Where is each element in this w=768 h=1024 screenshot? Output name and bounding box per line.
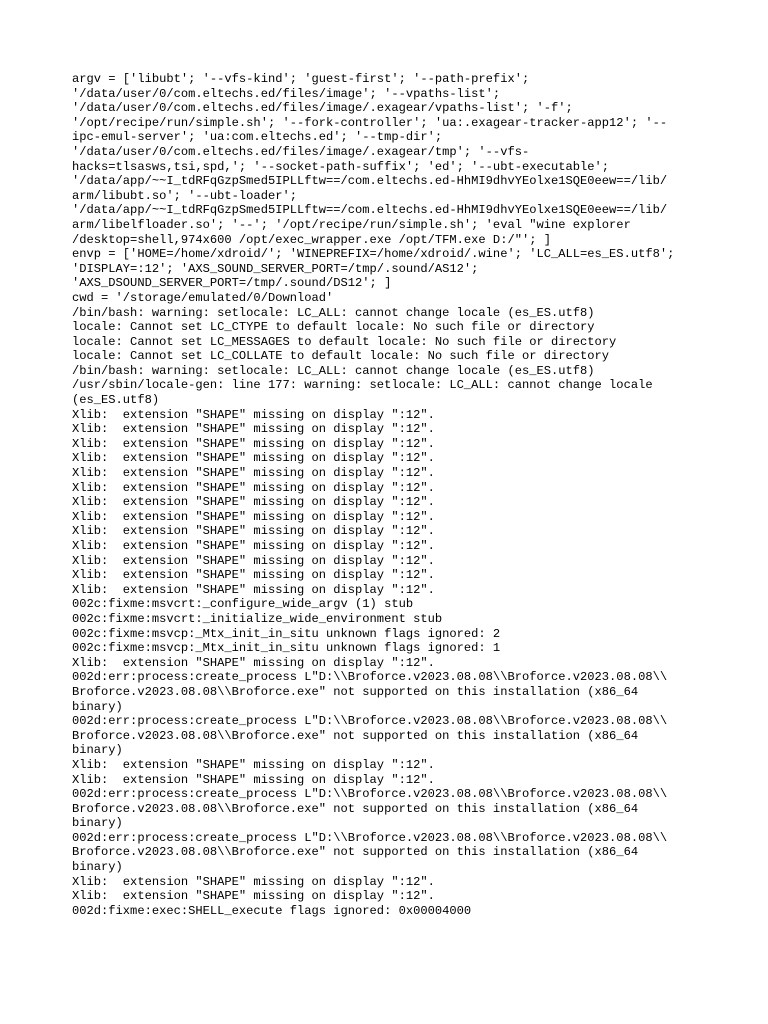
log-line: 002c:fixme:msvcrt:_configure_wide_argv (1) stub: [72, 597, 414, 612]
log-document: [72, 72, 698, 918]
log-line: Xlib: extension "SHAPE" missing on display ":12".: [72, 553, 435, 568]
log-line: argv = ['libubt'; '--vfs-kind'; 'guest-first'; '--path-prefix';: [72, 72, 530, 86]
log-line: 002c:fixme:msvcp:_Mtx_init_in_situ unknown flags ignored: 2: [72, 626, 501, 641]
log-line: ipc-emul-server'; 'ua:com.eltechs.ed'; '--tmp-dir';: [72, 130, 443, 145]
log-line: Xlib: extension "SHAPE" missing on display ":12".: [72, 495, 435, 510]
log-line: Broforce.v2023.08.08\\Broforce.exe" not supported on this installation (x86_64: [72, 845, 639, 860]
log-line: 002d:err:process:create_process L"D:\\Broforce.v2023.08.08\\Broforce.v2023.08.08\\: [72, 714, 668, 729]
log-line: locale: Cannot set LC_CTYPE to default locale: No such file or directory: [72, 320, 595, 335]
log-line: /desktop=shell,974x600 /opt/exec_wrapper.exe /opt/TFM.exe D:/"'; ]: [72, 232, 551, 247]
log-line: 002d:fixme:exec:SHELL_execute flags ignored: 0x00004000: [72, 903, 472, 918]
log-line: '/data/app/~~I_tdRFqGzpSmed5IPLLftw==/com.eltechs.ed-HhMI9dhvYEolxe1SQE0eew==/lib/: [72, 174, 668, 189]
log-line: Broforce.v2023.08.08\\Broforce.exe" not supported on this installation (x86_64: [72, 728, 639, 743]
log-line: locale: Cannot set LC_MESSAGES to default locale: No such file or directory: [72, 334, 617, 349]
log-line: 'AXS_DSOUND_SERVER_PORT=/tmp/.sound/DS12'; ]: [72, 276, 392, 291]
log-line: binary): [72, 860, 123, 875]
log-line: 002d:err:process:create_process L"D:\\Broforce.v2023.08.08\\Broforce.v2023.08.08\\: [72, 830, 668, 845]
log-line: '/data/app/~~I_tdRFqGzpSmed5IPLLftw==/com.eltechs.ed-HhMI9dhvYEolxe1SQE0eew==/lib/: [72, 203, 668, 218]
log-line: '/data/user/0/com.eltechs.ed/files/image/.exagear/vpaths-list'; '-f';: [72, 101, 573, 116]
log-line: Xlib: extension "SHAPE" missing on display ":12".: [72, 757, 435, 772]
log-line: Xlib: extension "SHAPE" missing on display ":12".: [72, 772, 435, 787]
log-line: Xlib: extension "SHAPE" missing on display ":12".: [72, 466, 435, 481]
log-line: 002d:err:process:create_process L"D:\\Broforce.v2023.08.08\\Broforce.v2023.08.08\\: [72, 787, 668, 802]
log-line: 002d:err:process:create_process L"D:\\Broforce.v2023.08.08\\Broforce.v2023.08.08\\: [72, 670, 668, 685]
log-line: /bin/bash: warning: setlocale: LC_ALL: cannot change locale (es_ES.utf8): [72, 363, 595, 378]
log-line: Xlib: extension "SHAPE" missing on display ":12".: [72, 889, 435, 904]
log-line: (es_ES.utf8): [72, 393, 160, 408]
log-line: arm/libelfloader.so'; '--'; '/opt/recipe/run/simple.sh'; 'eval "wine explorer: [72, 217, 631, 232]
log-line: Broforce.v2023.08.08\\Broforce.exe" not supported on this installation (x86_64: [72, 801, 639, 816]
log-line: /bin/bash: warning: setlocale: LC_ALL: cannot change locale (es_ES.utf8): [72, 305, 595, 320]
log-line: Xlib: extension "SHAPE" missing on display ":12".: [72, 568, 435, 583]
log-line: Xlib: extension "SHAPE" missing on display ":12".: [72, 524, 435, 539]
log-line: '/data/user/0/com.eltechs.ed/files/image/.exagear/tmp'; '--vfs-: [72, 144, 530, 159]
log-line: 002c:fixme:msvcp:_Mtx_init_in_situ unknown flags ignored: 1: [72, 641, 501, 656]
log-line: 002c:fixme:msvcrt:_initialize_wide_environment stub: [72, 611, 443, 626]
log-line: /usr/sbin/locale-gen: line 177: warning: setlocale: LC_ALL: cannot change locale: [72, 378, 653, 393]
log-line: Xlib: extension "SHAPE" missing on display ":12".: [72, 407, 435, 422]
log-line: '/data/user/0/com.eltechs.ed/files/image'; '--vpaths-list';: [72, 86, 501, 101]
log-line: Broforce.v2023.08.08\\Broforce.exe" not supported on this installation (x86_64: [72, 684, 639, 699]
log-line: '/opt/recipe/run/simple.sh'; '--fork-controller'; 'ua:.exagear-tracker-app12'; '--: [72, 115, 668, 130]
log-line: Xlib: extension "SHAPE" missing on display ":12".: [72, 509, 435, 524]
log-line: Xlib: extension "SHAPE" missing on display ":12".: [72, 436, 435, 451]
log-line: Xlib: extension "SHAPE" missing on display ":12".: [72, 582, 435, 597]
log-line: cwd = '/storage/emulated/0/Download': [72, 290, 334, 305]
log-line: Xlib: extension "SHAPE" missing on display ":12".: [72, 451, 435, 466]
log-line: envp = ['HOME=/home/xdroid/'; 'WINEPREFIX=/home/xdroid/.wine'; 'LC_ALL=es_ES.utf8';: [72, 247, 675, 262]
log-line: Xlib: extension "SHAPE" missing on display ":12".: [72, 874, 435, 889]
log-line: Xlib: extension "SHAPE" missing on display ":12".: [72, 539, 435, 553]
log-line: hacks=tlsasws,tsi,spd,'; '--socket-path-suffix'; 'ed'; '--ubt-executable';: [72, 159, 610, 174]
log-line: Xlib: extension "SHAPE" missing on display ":12".: [72, 655, 435, 670]
log-line: Xlib: extension "SHAPE" missing on display ":12".: [72, 422, 435, 437]
log-line: arm/libubt.so'; '--ubt-loader';: [72, 188, 297, 203]
log-line: binary): [72, 699, 123, 714]
log-line: binary): [72, 816, 123, 831]
log-line: locale: Cannot set LC_COLLATE to default locale: No such file or directory: [72, 349, 610, 364]
log-line: Xlib: extension "SHAPE" missing on display ":12".: [72, 480, 435, 495]
log-line: 'DISPLAY=:12'; 'AXS_SOUND_SERVER_PORT=/tmp/.sound/AS12';: [72, 261, 479, 276]
log-line: binary): [72, 743, 123, 758]
